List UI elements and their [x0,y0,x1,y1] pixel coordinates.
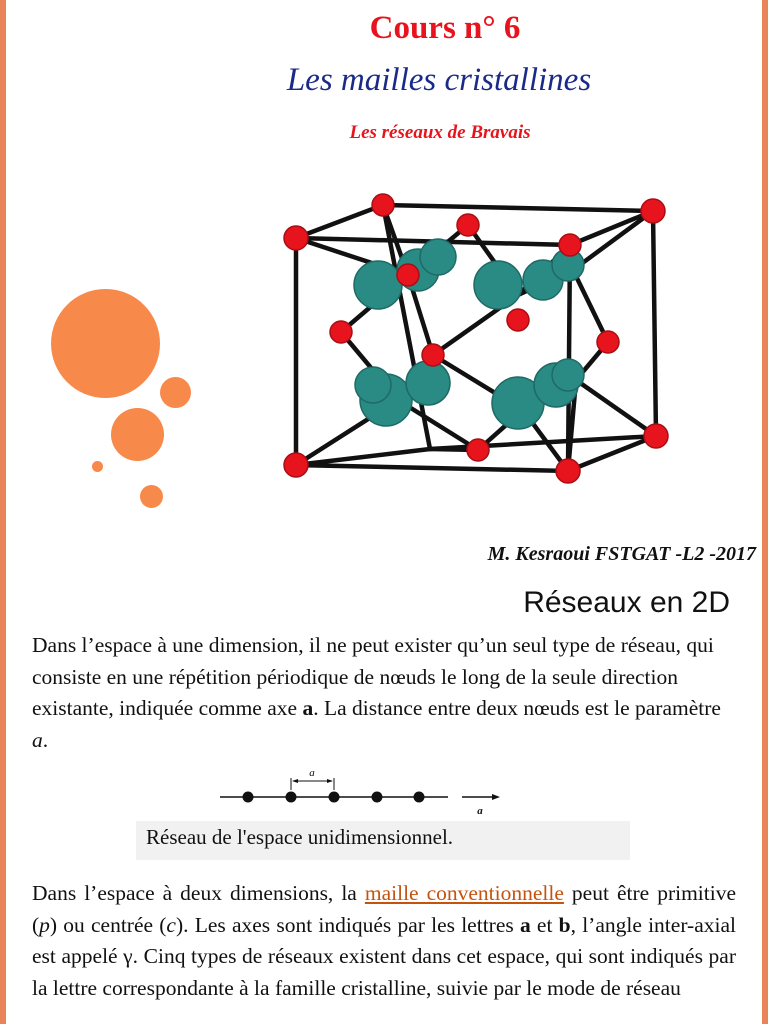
decor-circle-tiny [92,461,103,472]
para2-text-6: , l’angle inter-axial est appelé γ. Cinq types de réseaux existent dans cet espace, qui sont indiqués par la lettre correspondante à la famille cristalline, suivie par le mode de réseau [32,912,736,1000]
figure-caption: Réseau de l'espace unidimensionnel. [146,825,454,849]
axis-label: a [477,805,483,817]
para2-primitive: p [39,912,50,937]
para2-axis-b: b [558,912,571,937]
maille-conventionnelle-link[interactable]: maille conventionnelle [364,881,564,905]
para2-centered: c [166,912,176,937]
para2-text-3: ) ou centrée ( [49,912,167,937]
crystal-lattice-illustration [268,185,678,490]
para1-axis: a [302,696,314,720]
course-subsubtitle: Les réseaux de Bravais [349,122,531,143]
spacing-label: a [309,768,315,779]
para1-text-1: Dans l’espace à une dimension, il ne peut exister qu’un seul type de réseau, qui consiste en une répétition périodique de nœuds le long de la seule direction existante, indiquée comme axe [32,633,714,720]
slide-right-border [762,578,768,1024]
course-title: Cours n° 6 [369,10,521,46]
lattice-node [329,792,340,803]
decor-circle-medium [111,408,164,461]
para2-axis-a: a [519,912,531,937]
para1-text-3: . [42,727,49,752]
course-subtitle: Les mailles cristallines [286,62,592,98]
decor-circle-small-b [140,485,163,508]
lattice-node [286,792,297,803]
paragraph-1d-lattice [32,630,736,756]
para1-text-2: . La distance entre deux nœuds est le paramètre [313,696,721,720]
content-slide [0,578,768,1024]
para2-text-4: ). Les axes sont indiqués par les lettres [175,912,520,937]
lattice-node [243,792,254,803]
para2-text-1: Dans l’espace à deux dimensions, la [32,881,365,905]
lattice-node [372,792,383,803]
para1-param: a [32,727,43,752]
figure-caption-box [136,821,630,860]
para2-text-5: et [530,912,559,937]
axis-arrow-icon [492,794,500,800]
paragraph-2d-lattice [32,878,736,1004]
lattice-node [414,792,425,803]
slide-heading: Réseaux en 2D [523,586,730,619]
slide-left-border [0,578,6,1024]
decor-circle-large [51,289,160,398]
para2-text-2: peut être primitive ( [32,881,737,937]
author-credit: M. Kesraoui FSTGAT -L2 -2017 [487,543,756,565]
decor-circle-small-a [160,377,191,408]
one-dimensional-lattice-figure [220,768,520,828]
